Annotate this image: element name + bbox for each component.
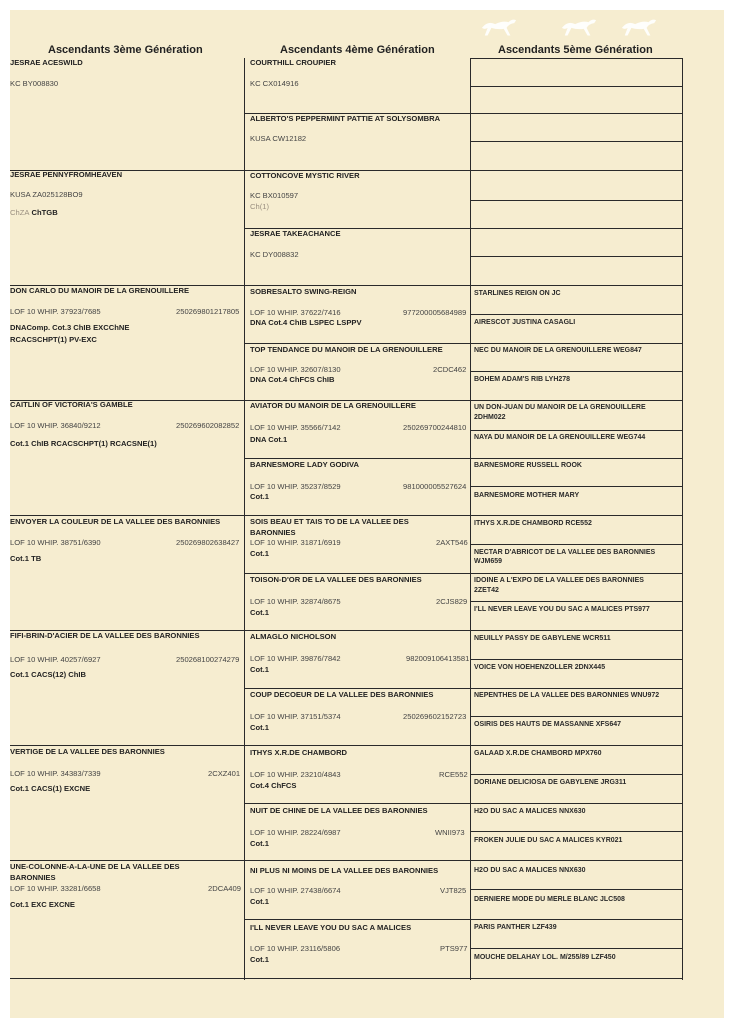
pedigree-sheet <box>10 10 724 1018</box>
gen3-reg: LOF 10 WHIP. 33281/6658 <box>10 884 101 893</box>
gen4-titles: Cot.1 <box>250 492 269 501</box>
gen5-entry: ITHYS X.R.DE CHAMBORD RCE552 <box>474 520 592 527</box>
gen4-reg: LOF 10 WHIP. 31871/6919 <box>250 538 341 547</box>
gen4-reg: LOF 10 WHIP. 28224/6987 <box>250 828 341 837</box>
gen5-entry: I'LL NEVER LEAVE YOU DU SAC A MALICES PTS977 <box>474 606 650 613</box>
gen3-reg: LOF 10 WHIP. 37923/7685 <box>10 307 101 316</box>
gen5-entry: DORIANE DELICIOSA DE GABYLENE JRG311 <box>474 779 627 786</box>
gen4-reg: KC CX014916 <box>250 79 299 88</box>
gen4-chip: 982009106413581 <box>406 654 470 663</box>
gen4-titles: DNA Cot.1 <box>250 435 288 444</box>
gen4-name: ALBERTO'S PEPPERMINT PATTIE AT SOLYSOMBRA <box>250 114 441 123</box>
gen5-entry-cont: WJM659 <box>474 558 503 565</box>
gen5-entry: STARLINES REIGN ON JC <box>474 290 561 297</box>
gen4-name: NI PLUS NI MOINS DE LA VALLEE DES BARONNIES <box>250 866 439 875</box>
gen5-entry: BARNESMORE MOTHER MARY <box>474 492 580 499</box>
gen3-reg: LOF 10 WHIP. 38751/6390 <box>10 538 101 547</box>
greyhound-logo-icon <box>480 14 518 38</box>
gen3-name: ENVOYER LA COULEUR DE LA VALLEE DES BARONNIES <box>10 517 221 526</box>
gen3-titles: Cot.1 CACS(12) ChIB <box>10 670 86 679</box>
gen4-name: SOIS BEAU ET TAIS TO DE LA VALLEE DES <box>250 517 409 526</box>
gen5-entry: FROKEN JULIE DU SAC A MALICES KYR021 <box>474 837 623 844</box>
gen4-name: COTTONCOVE MYSTIC RIVER <box>250 171 360 180</box>
gen3-titles: Cot.1 ChIB RCACSCHPT(1) RCACSNE(1) <box>10 439 157 448</box>
gen4-name-cont: BARONNIES <box>250 528 296 537</box>
gen5-entry: VOICE VON HOEHENZOLLER 2DNX445 <box>474 664 606 671</box>
gen3-chip: 250269801217805 <box>176 307 240 316</box>
gen3-name: JESRAE PENNYFROMHEAVEN <box>10 170 123 179</box>
gen4-chip: 2CJS829 <box>436 597 468 606</box>
gen4-name: NUIT DE CHINE DE LA VALLEE DES BARONNIES <box>250 806 428 815</box>
gen3-titles: ChZA ChTGB <box>10 208 58 217</box>
gen4-chip: 2AXT546 <box>436 538 468 547</box>
gen4-reg: LOF 10 WHIP. 27438/6674 <box>250 886 341 895</box>
gen5-entry: AIRESCOT JUSTINA CASAGLI <box>474 319 576 326</box>
gen3-reg: LOF 10 WHIP. 34383/7339 <box>10 769 101 778</box>
gen4-name: BARNESMORE LADY GODIVA <box>250 460 359 469</box>
gen4-reg: KC DY008832 <box>250 250 299 259</box>
gen5-entry: PARIS PANTHER LZF439 <box>474 924 557 931</box>
gen3-titles: Cot.1 EXC EXCNE <box>10 900 75 909</box>
gen5-entry: NAYA DU MANOIR DE LA GRENOUILLERE WEG744 <box>474 434 646 441</box>
gen4-name: TOISON-D'OR DE LA VALLEE DES BARONNIES <box>250 575 422 584</box>
gen3-name: JESRAE ACESWILD <box>10 58 83 67</box>
gen3-titles: DNAComp. Cot.3 ChIB EXCChNE <box>10 323 130 332</box>
gen5-entry: NEPENTHES DE LA VALLEE DES BARONNIES WNU972 <box>474 692 660 699</box>
gen4-titles: Cot.1 <box>250 955 269 964</box>
gen3-titles: Cot.1 TB <box>10 554 42 563</box>
gen4-titles: Cot.1 <box>250 723 269 732</box>
gen3-chip: 2DCA409 <box>208 884 241 893</box>
gen4-chip: VJT825 <box>440 886 467 895</box>
gen4-name: I'LL NEVER LEAVE YOU DU SAC A MALICES <box>250 923 412 932</box>
gen3-name: FIFI-BRIN-D'ACIER DE LA VALLEE DES BARONNIES <box>10 631 200 640</box>
greyhound-logo-icon <box>560 14 598 38</box>
gen3-titles: RCACSCHPT(1) PV-EXC <box>10 335 97 344</box>
gen4-chip: 250269602152723 <box>403 712 467 721</box>
gen4-name: SOBRESALTO SWING-REIGN <box>250 287 357 296</box>
gen4-titles: DNA Cot.4 ChIB LSPEC LSPPV <box>250 318 362 327</box>
gen4-chip: WNII973 <box>435 828 465 837</box>
gen5-entry: H2O DU SAC A MALICES NNX630 <box>474 808 586 815</box>
gen5-entry: BOHEM ADAM'S RIB LYH278 <box>474 376 571 383</box>
gen3-name: VERTIGE DE LA VALLEE DES BARONNIES <box>10 747 165 756</box>
gen4-reg: KC BX010597 <box>250 191 299 200</box>
gen4-chip: PTS977 <box>440 944 468 953</box>
gen4-titles: Cot.4 ChFCS <box>250 781 297 790</box>
gen3-chip: 250268100274279 <box>176 655 240 664</box>
gen4-titles: Ch(1) <box>250 202 269 211</box>
header-gen5: Ascendants 5ème Génération <box>498 44 653 56</box>
gen4-chip: 250269700244810 <box>403 423 467 432</box>
gen5-entry: UN DON-JUAN DU MANOIR DE LA GRENOUILLERE <box>474 404 646 411</box>
gen5-entry-cont: 2DHM022 <box>474 414 506 421</box>
gen3-name: DON CARLO DU MANOIR DE LA GRENOUILLERE <box>10 286 190 295</box>
gen4-name: COURTHILL CROUPIER <box>250 58 336 67</box>
gen4-chip: 2CDC462 <box>433 365 467 374</box>
gen4-titles: Cot.1 <box>250 549 269 558</box>
gen4-titles: DNA Cot.4 ChFCS ChIB <box>250 375 335 384</box>
gen4-reg: LOF 10 WHIP. 32607/8130 <box>250 365 341 374</box>
gen4-reg: LOF 10 WHIP. 37622/7416 <box>250 308 341 317</box>
gen3-titles: Cot.1 CACS(1) EXCNE <box>10 784 91 793</box>
gen4-reg: LOF 10 WHIP. 35237/8529 <box>250 482 341 491</box>
header-gen4: Ascendants 4ème Génération <box>280 44 435 56</box>
gen4-name: ALMAGLO NICHOLSON <box>250 632 337 641</box>
gen5-entry: H2O DU SAC A MALICES NNX630 <box>474 867 586 874</box>
gen3-chip: 250269802638427 <box>176 538 240 547</box>
gen4-reg: LOF 10 WHIP. 23210/4843 <box>250 770 341 779</box>
gen4-name: ITHYS X.R.DE CHAMBORD <box>250 748 348 757</box>
gen4-reg: LOF 10 WHIP. 39876/7842 <box>250 654 341 663</box>
gen3-reg: KC BY008830 <box>10 79 59 88</box>
gen4-titles: Cot.1 <box>250 839 269 848</box>
gen3-reg: KUSA ZA025128BO9 <box>10 190 83 199</box>
gen5-entry: IDOINE A L'EXPO DE LA VALLEE DES BARONNIES <box>474 577 644 584</box>
gen3-reg: LOF 10 WHIP. 40257/6927 <box>10 655 101 664</box>
gen4-reg: LOF 10 WHIP. 32874/8675 <box>250 597 341 606</box>
gen4-reg: LOF 10 WHIP. 35566/7142 <box>250 423 341 432</box>
gen4-name: COUP DECOEUR DE LA VALLEE DES BARONNIES <box>250 690 434 699</box>
gen3-name: CAITLIN OF VICTORIA'S GAMBLE <box>10 400 133 409</box>
gen4-titles: Cot.1 <box>250 665 269 674</box>
gen3-chip: 250269602082852 <box>176 421 240 430</box>
gen5-entry: NEUILLY PASSY DE GABYLENE WCR511 <box>474 635 611 642</box>
gen5-entry: BARNESMORE RUSSELL ROOK <box>474 462 582 469</box>
gen4-chip: 977200005684989 <box>403 308 467 317</box>
gen4-chip: RCE552 <box>439 770 468 779</box>
gen4-chip: 981000005527624 <box>403 482 467 491</box>
gen4-name: JESRAE TAKEACHANCE <box>250 229 341 238</box>
gen4-titles: Cot.1 <box>250 897 269 906</box>
greyhound-logo-icon <box>620 14 658 38</box>
gen5-entry: NEC DU MANOIR DE LA GRENOUILLERE WEG847 <box>474 347 642 354</box>
gen3-chip: 2CXZ401 <box>208 769 241 778</box>
header-gen3: Ascendants 3ème Génération <box>48 44 203 56</box>
gen5-entry: OSIRIS DES HAUTS DE MASSANNE XFS647 <box>474 721 622 728</box>
gen4-reg: KUSA CW12182 <box>250 134 307 143</box>
gen4-name: AVIATOR DU MANOIR DE LA GRENOUILLERE <box>250 401 416 410</box>
gen5-entry: MOUCHE DELAHAY LOL. M/255/89 LZF450 <box>474 954 616 961</box>
gen5-entry: NECTAR D'ABRICOT DE LA VALLEE DES BARONNIES <box>474 549 656 556</box>
gen4-reg: LOF 10 WHIP. 37151/5374 <box>250 712 341 721</box>
gen5-entry: DERNIERE MODE DU MERLE BLANC JLC508 <box>474 896 625 903</box>
gen5-entry-cont: 2ZET42 <box>474 587 499 594</box>
gen4-reg: LOF 10 WHIP. 23116/5806 <box>250 944 341 953</box>
gen3-name: UNE-COLONNE-A-LA-UNE DE LA VALLEE DES <box>10 862 180 871</box>
gen4-name: TOP TENDANCE DU MANOIR DE LA GRENOUILLERE <box>250 345 443 354</box>
gen3-name-cont: BARONNIES <box>10 873 56 882</box>
gen5-entry: GALAAD X.R.DE CHAMBORD MPX760 <box>474 750 602 757</box>
gen3-reg: LOF 10 WHIP. 36840/9212 <box>10 421 101 430</box>
gen4-titles: Cot.1 <box>250 608 269 617</box>
